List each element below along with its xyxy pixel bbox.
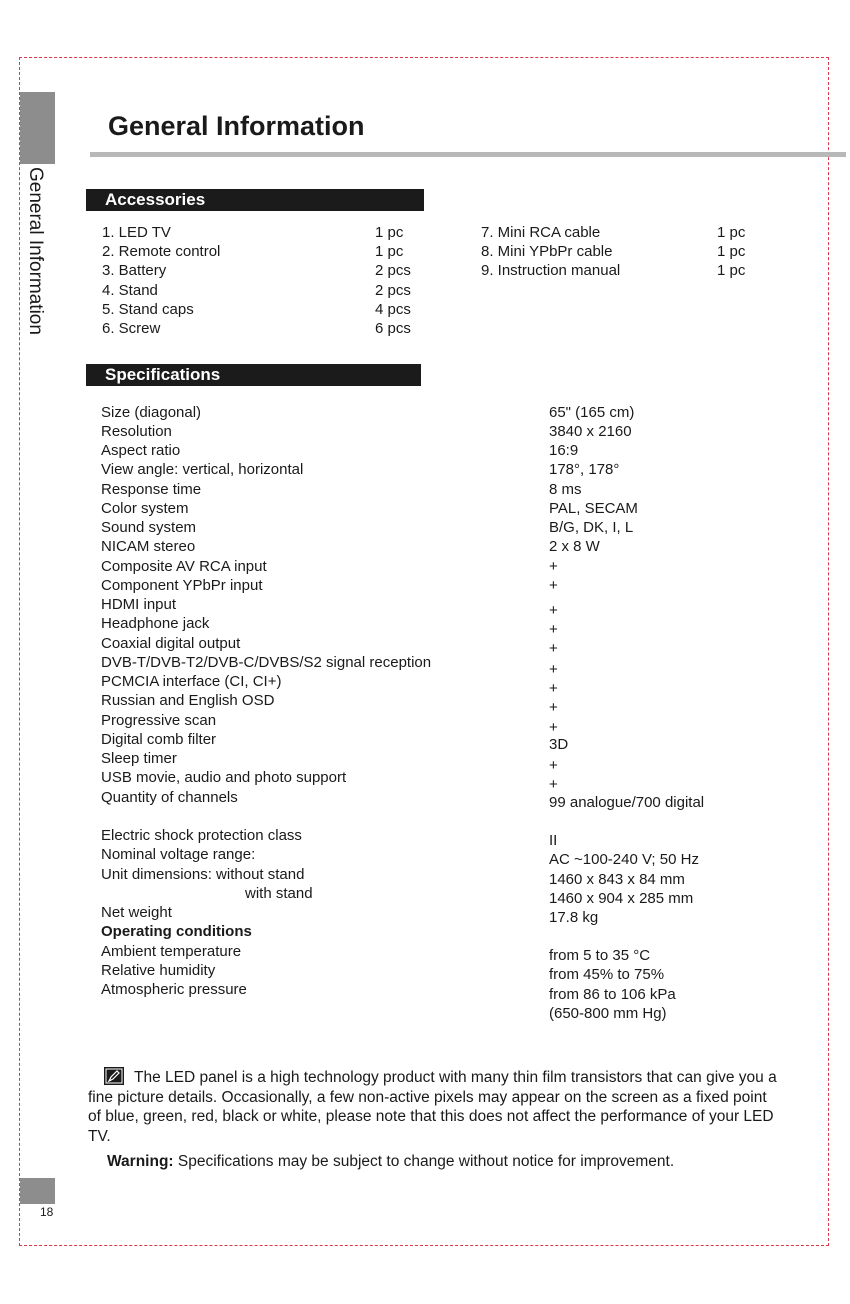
spec-label: Response time [101,481,202,498]
warning-line [107,1152,674,1171]
spec-value: II [549,832,558,849]
spec-value: 65" (165 cm) [549,404,635,421]
spec-label: Nominal voltage range: [101,846,256,863]
accessory-qty: 1 pc [717,262,746,279]
spec-value: 1460 x 904 x 285 mm [549,890,694,907]
spec-label: Relative humidity [101,962,216,979]
accessory-qty: 2 pcs [375,282,411,299]
spec-label: with stand [245,885,313,902]
note-paragraph [88,1067,778,1146]
accessory-qty: 6 pcs [375,320,411,337]
spec-label: Russian and English OSD [101,692,275,709]
spec-label: Headphone jack [101,615,210,632]
spec-label: Progressive scan [101,712,217,729]
operating-conditions-heading: Operating conditions [101,923,252,940]
spec-label: Color system [101,500,189,517]
spec-value: (650-800 mm Hg) [549,1005,667,1022]
spec-value: 2 x 8 W [549,538,600,555]
accessory-label: 3. Battery [102,262,167,279]
spec-label: Digital comb filter [101,731,217,748]
spec-value: + [549,776,558,793]
spec-label: Electric shock protection class [101,827,302,844]
spec-value: + [549,577,558,594]
spec-value: 99 analogue/700 digital [549,794,705,811]
spec-value: + [549,621,558,638]
accessory-qty: 1 pc [375,224,404,241]
spec-label: Atmospheric pressure [101,981,247,998]
accessories-header: Accessories [86,189,424,211]
spec-value: + [549,757,558,774]
spec-value: 8 ms [549,481,582,498]
spec-value: B/G, DK, I, L [549,519,634,536]
spec-label: Composite AV RCA input [101,558,267,575]
accessory-qty: 1 pc [717,224,746,241]
spec-value: 178°, 178° [549,461,620,478]
accessory-qty: 1 pc [375,243,404,260]
accessory-label: 2. Remote control [102,243,221,260]
spec-value: + [549,602,558,619]
specifications-header: Specifications [86,364,421,386]
spec-value: + [549,558,558,575]
spec-label: Size (diagonal) [101,404,202,421]
spec-value: + [549,680,558,697]
spec-label: Sleep timer [101,750,177,767]
spec-label: HDMI input [101,596,177,613]
spec-value: 3D [549,736,569,753]
accessory-label: 7. Mini RCA cable [481,224,601,241]
spec-label: Unit dimensions: without stand [101,866,305,883]
accessory-label: 5. Stand caps [102,301,194,318]
spec-label: Net weight [101,904,172,921]
page-number: 18 [40,1205,54,1219]
side-tab-bar [20,92,55,164]
note-text: The LED panel is a high technology product with many thin film transistors that can give you a fine picture details. Occasionally, a few non-active pixels may appear on the screen as a fixed point of blue, green, red, black or white, please note that this does not affect the performance of your LED TV. [88,1069,777,1145]
spec-value: + [549,719,558,736]
spec-value: PAL, SECAM [549,500,638,517]
warning-text: Specifications may be subject to change without notice for improvement. [173,1153,675,1170]
accessory-qty: 2 pcs [375,262,411,279]
spec-label: NICAM stereo [101,538,196,555]
pencil-note-icon [104,1067,124,1085]
spec-value: from 86 to 106 kPa [549,986,676,1003]
spec-value: 17.8 kg [549,909,599,926]
spec-value: + [549,699,558,716]
spec-label: View angle: vertical, horizontal [101,461,304,478]
spec-label: Ambient temperature [101,943,242,960]
spec-label: Quantity of channels [101,789,238,806]
spec-label: DVB-T/DVB-T2/DVB-C/DVBS/S2 signal reception [101,654,432,671]
accessory-qty: 1 pc [717,243,746,260]
accessory-label: 8. Mini YPbPr cable [481,243,613,260]
spec-value: + [549,640,558,657]
accessory-label: 4. Stand [102,282,158,299]
spec-value: from 5 to 35 °C [549,947,651,964]
warning-label: Warning: [107,1153,174,1170]
spec-value: from 45% to 75% [549,966,665,983]
spec-label: USB movie, audio and photo support [101,769,347,786]
spec-value: + [549,661,558,678]
page-title: General Information [108,111,365,141]
accessory-label: 9. Instruction manual [481,262,621,279]
spec-label: Aspect ratio [101,442,181,459]
spec-value: 16:9 [549,442,579,459]
spec-value: AC ~100-240 V; 50 Hz [549,851,699,868]
title-rule [90,152,846,157]
side-section-label: General Information [25,167,46,335]
spec-value: 3840 x 2160 [549,423,632,440]
spec-label: Resolution [101,423,172,440]
spec-label: Sound system [101,519,197,536]
accessory-label: 6. Screw [102,320,161,337]
page-number-tab [20,1178,55,1204]
spec-value: 1460 x 843 x 84 mm [549,871,685,888]
spec-label: Component YPbPr input [101,577,263,594]
spec-label: PCMCIA interface (CI, CI+) [101,673,282,690]
spec-label: Coaxial digital output [101,635,241,652]
accessory-qty: 4 pcs [375,301,411,318]
accessory-label: 1. LED TV [102,224,171,241]
